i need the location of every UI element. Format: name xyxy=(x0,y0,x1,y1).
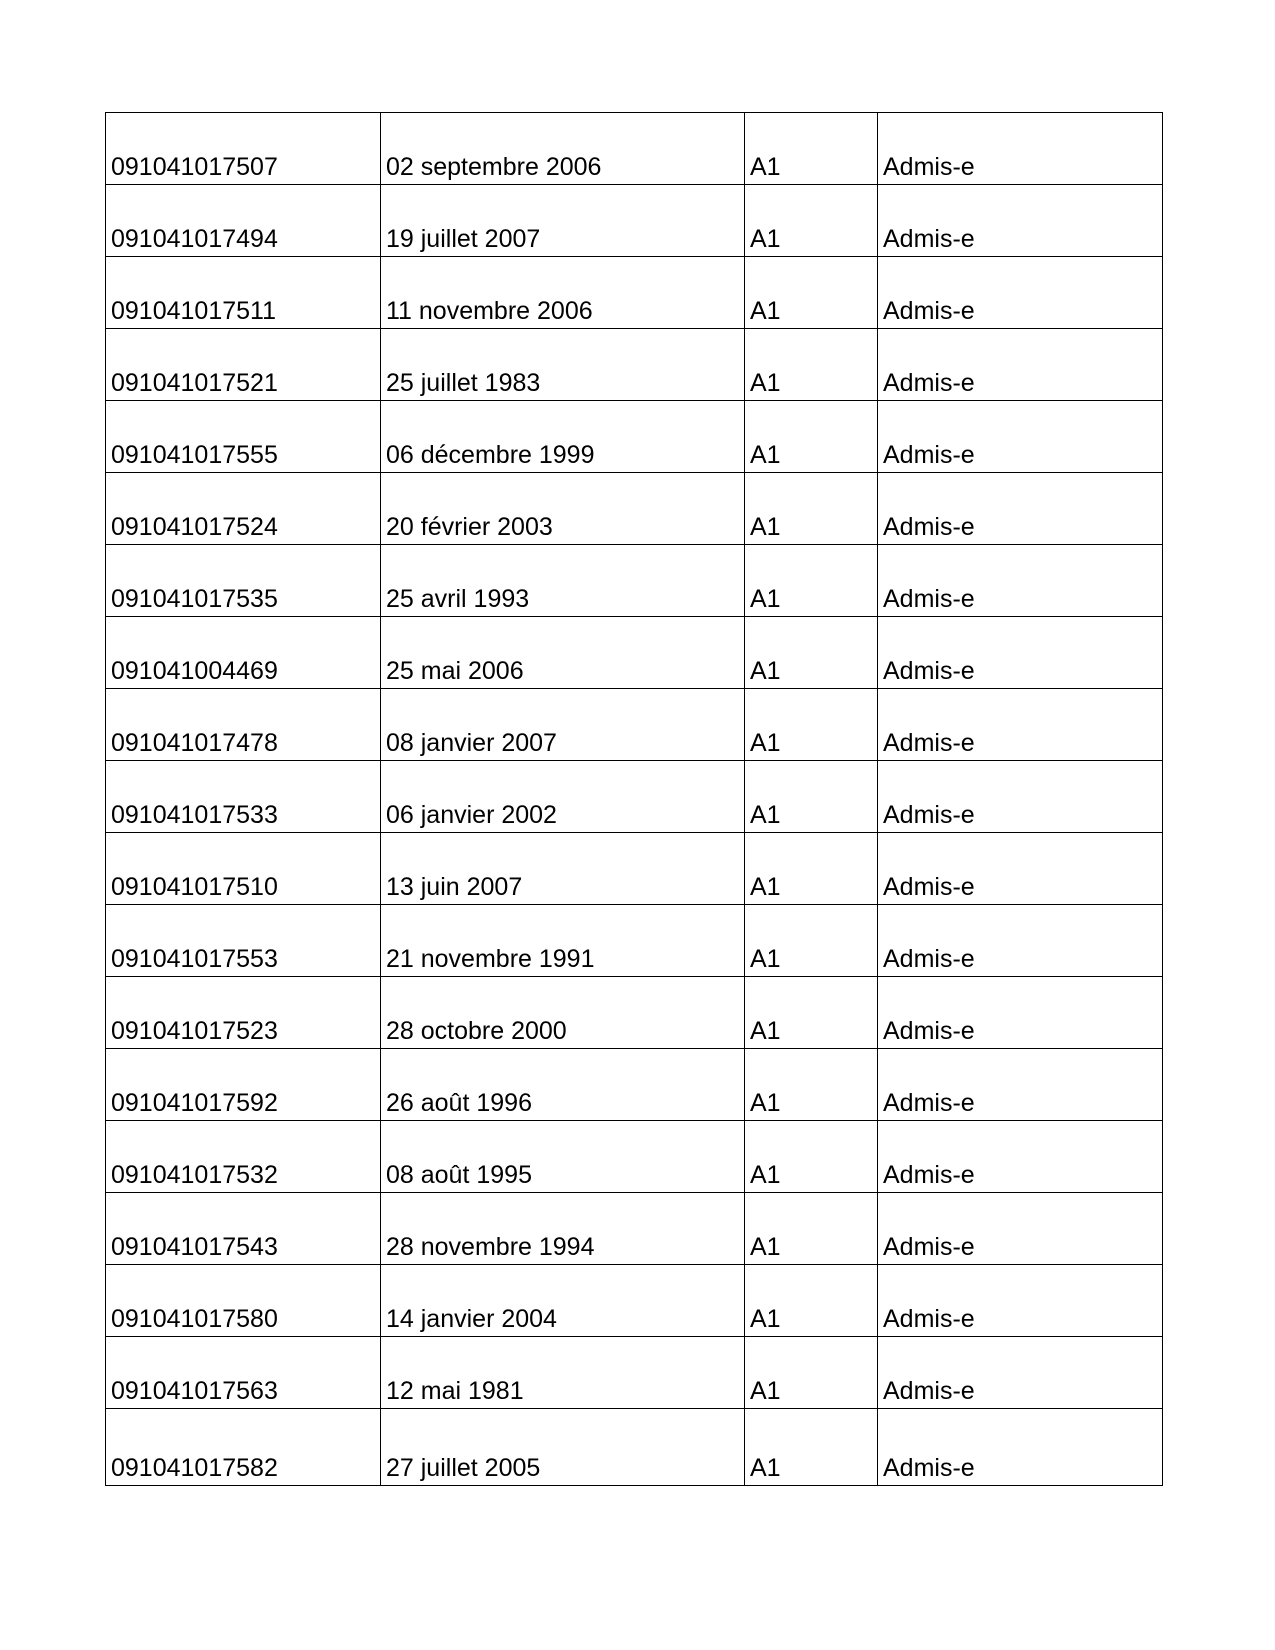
result-status-cell: Admis-e xyxy=(878,905,1163,977)
level-cell: A1 xyxy=(745,905,878,977)
level-cell: A1 xyxy=(745,257,878,329)
candidate-id-cell: 091041017507 xyxy=(106,113,381,185)
birth-date-cell: 06 décembre 1999 xyxy=(381,401,745,473)
result-status-cell: Admis-e xyxy=(878,617,1163,689)
result-status-cell: Admis-e xyxy=(878,545,1163,617)
level-cell: A1 xyxy=(745,1409,878,1486)
level-cell: A1 xyxy=(745,1193,878,1265)
level-cell: A1 xyxy=(745,185,878,257)
level-cell: A1 xyxy=(745,329,878,401)
candidate-id-cell: 091041017521 xyxy=(106,329,381,401)
table-row xyxy=(106,185,1163,257)
table-row xyxy=(106,905,1163,977)
birth-date-cell: 13 juin 2007 xyxy=(381,833,745,905)
result-status-cell: Admis-e xyxy=(878,689,1163,761)
level-cell: A1 xyxy=(745,401,878,473)
birth-date-cell: 08 janvier 2007 xyxy=(381,689,745,761)
result-status-cell: Admis-e xyxy=(878,1337,1163,1409)
result-status-cell: Admis-e xyxy=(878,761,1163,833)
table-row xyxy=(106,113,1163,185)
result-status-cell: Admis-e xyxy=(878,1265,1163,1337)
table-row xyxy=(106,1409,1163,1486)
candidate-id-cell: 091041017553 xyxy=(106,905,381,977)
birth-date-cell: 26 août 1996 xyxy=(381,1049,745,1121)
table-row xyxy=(106,617,1163,689)
candidate-id-cell: 091041017592 xyxy=(106,1049,381,1121)
results-table-body xyxy=(106,113,1163,1486)
result-status-cell: Admis-e xyxy=(878,977,1163,1049)
table-row xyxy=(106,833,1163,905)
result-status-cell: Admis-e xyxy=(878,257,1163,329)
level-cell: A1 xyxy=(745,1121,878,1193)
table-row xyxy=(106,257,1163,329)
candidate-id-cell: 091041017543 xyxy=(106,1193,381,1265)
birth-date-cell: 08 août 1995 xyxy=(381,1121,745,1193)
birth-date-cell: 19 juillet 2007 xyxy=(381,185,745,257)
table-row xyxy=(106,1265,1163,1337)
results-table xyxy=(105,112,1163,1486)
candidate-id-cell: 091041017494 xyxy=(106,185,381,257)
birth-date-cell: 20 février 2003 xyxy=(381,473,745,545)
result-status-cell: Admis-e xyxy=(878,113,1163,185)
table-row xyxy=(106,329,1163,401)
level-cell: A1 xyxy=(745,617,878,689)
candidate-id-cell: 091041017510 xyxy=(106,833,381,905)
level-cell: A1 xyxy=(745,113,878,185)
table-row xyxy=(106,689,1163,761)
candidate-id-cell: 091041004469 xyxy=(106,617,381,689)
result-status-cell: Admis-e xyxy=(878,401,1163,473)
result-status-cell: Admis-e xyxy=(878,833,1163,905)
birth-date-cell: 21 novembre 1991 xyxy=(381,905,745,977)
table-row xyxy=(106,1193,1163,1265)
level-cell: A1 xyxy=(745,473,878,545)
candidate-id-cell: 091041017582 xyxy=(106,1409,381,1486)
level-cell: A1 xyxy=(745,1337,878,1409)
table-row xyxy=(106,1049,1163,1121)
candidate-id-cell: 091041017523 xyxy=(106,977,381,1049)
level-cell: A1 xyxy=(745,689,878,761)
table-row xyxy=(106,977,1163,1049)
level-cell: A1 xyxy=(745,1049,878,1121)
candidate-id-cell: 091041017580 xyxy=(106,1265,381,1337)
birth-date-cell: 28 novembre 1994 xyxy=(381,1193,745,1265)
result-status-cell: Admis-e xyxy=(878,1193,1163,1265)
birth-date-cell: 12 mai 1981 xyxy=(381,1337,745,1409)
birth-date-cell: 14 janvier 2004 xyxy=(381,1265,745,1337)
birth-date-cell: 02 septembre 2006 xyxy=(381,113,745,185)
result-status-cell: Admis-e xyxy=(878,1121,1163,1193)
result-status-cell: Admis-e xyxy=(878,329,1163,401)
candidate-id-cell: 091041017532 xyxy=(106,1121,381,1193)
birth-date-cell: 25 avril 1993 xyxy=(381,545,745,617)
level-cell: A1 xyxy=(745,833,878,905)
level-cell: A1 xyxy=(745,761,878,833)
candidate-id-cell: 091041017555 xyxy=(106,401,381,473)
level-cell: A1 xyxy=(745,977,878,1049)
birth-date-cell: 11 novembre 2006 xyxy=(381,257,745,329)
birth-date-cell: 28 octobre 2000 xyxy=(381,977,745,1049)
table-row xyxy=(106,1121,1163,1193)
candidate-id-cell: 091041017563 xyxy=(106,1337,381,1409)
birth-date-cell: 27 juillet 2005 xyxy=(381,1409,745,1486)
birth-date-cell: 06 janvier 2002 xyxy=(381,761,745,833)
table-row xyxy=(106,401,1163,473)
candidate-id-cell: 091041017478 xyxy=(106,689,381,761)
level-cell: A1 xyxy=(745,1265,878,1337)
table-row xyxy=(106,761,1163,833)
table-row xyxy=(106,473,1163,545)
result-status-cell: Admis-e xyxy=(878,1049,1163,1121)
birth-date-cell: 25 mai 2006 xyxy=(381,617,745,689)
candidate-id-cell: 091041017511 xyxy=(106,257,381,329)
result-status-cell: Admis-e xyxy=(878,185,1163,257)
birth-date-cell: 25 juillet 1983 xyxy=(381,329,745,401)
candidate-id-cell: 091041017533 xyxy=(106,761,381,833)
level-cell: A1 xyxy=(745,545,878,617)
result-status-cell: Admis-e xyxy=(878,1409,1163,1486)
candidate-id-cell: 091041017535 xyxy=(106,545,381,617)
table-row xyxy=(106,545,1163,617)
table-row xyxy=(106,1337,1163,1409)
result-status-cell: Admis-e xyxy=(878,473,1163,545)
candidate-id-cell: 091041017524 xyxy=(106,473,381,545)
